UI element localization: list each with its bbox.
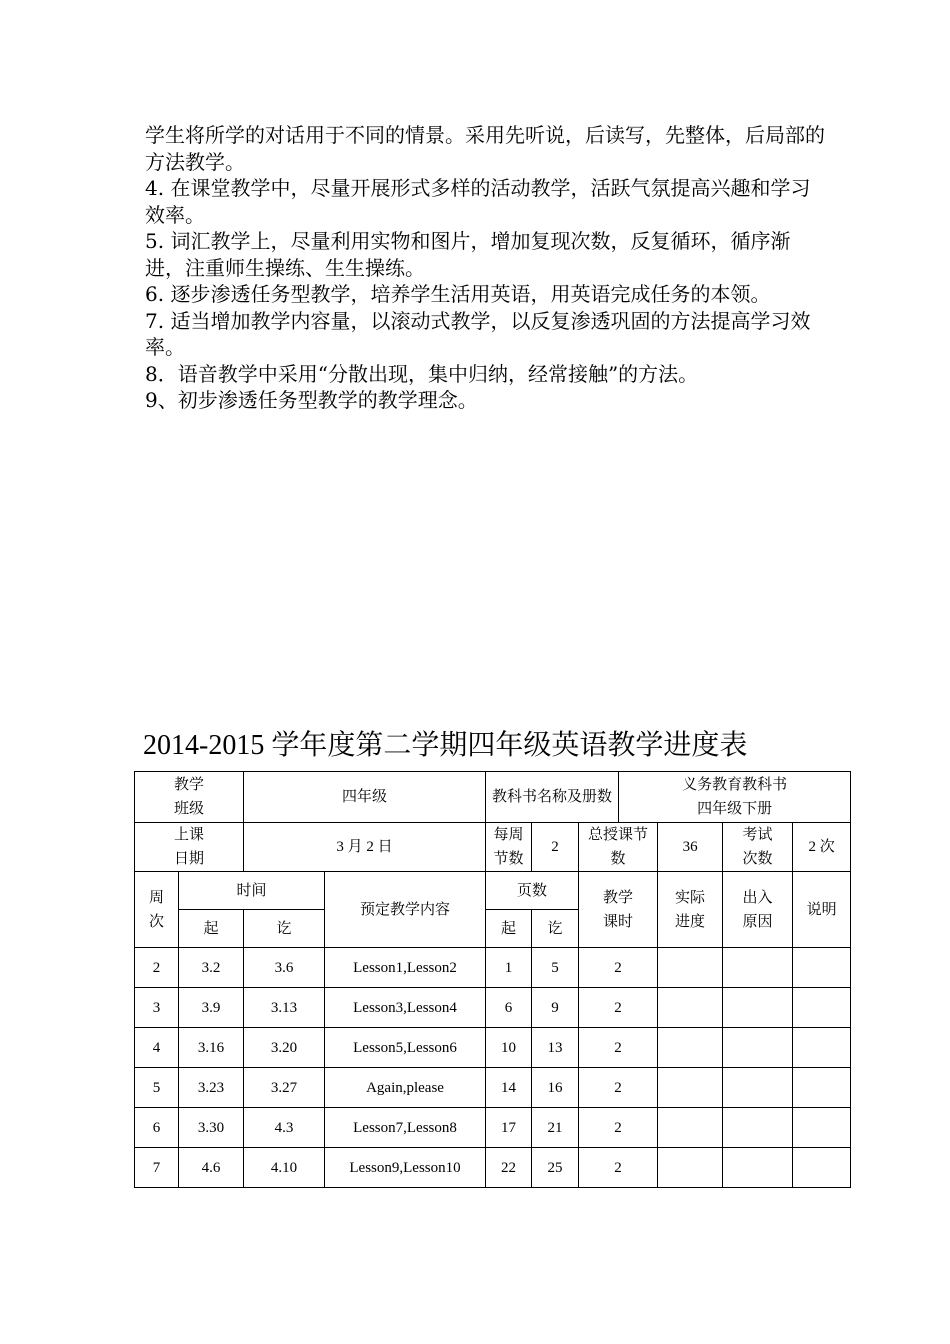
page-from-cell: 1 <box>486 948 532 988</box>
time-to-header: 讫 <box>244 910 325 948</box>
from-cell: 3.2 <box>179 948 244 988</box>
actual-cell <box>658 1068 723 1108</box>
page-from-cell: 6 <box>486 988 532 1028</box>
note-cell <box>793 948 851 988</box>
table-row <box>135 988 851 1028</box>
content-cell: Lesson1,Lesson2 <box>325 948 486 988</box>
week-cell: 7 <box>135 1148 179 1188</box>
total-count-label: 总授课节 数 <box>579 823 658 872</box>
note-cell <box>793 1028 851 1068</box>
reason-cell <box>723 1068 793 1108</box>
note-cell <box>793 1108 851 1148</box>
page-from-cell: 17 <box>486 1108 532 1148</box>
paragraph-item-7: 7. 适当增加教学内容量，以滚动式教学，以反复渗透巩固的方法提高学习效率。 <box>145 308 811 359</box>
page-to-cell: 13 <box>532 1028 579 1068</box>
reason-cell <box>723 988 793 1028</box>
table-row <box>135 1028 851 1068</box>
page-from-cell: 14 <box>486 1068 532 1108</box>
note-header: 说明 <box>793 872 851 948</box>
content-cell: Lesson5,Lesson6 <box>325 1028 486 1068</box>
info-row-2 <box>135 823 851 872</box>
content-cell: Lesson3,Lesson4 <box>325 988 486 1028</box>
to-cell: 4.3 <box>244 1108 325 1148</box>
actual-cell <box>658 948 723 988</box>
content-cell: Lesson9,Lesson10 <box>325 1148 486 1188</box>
week-header: 周 次 <box>135 872 179 948</box>
content-header: 预定教学内容 <box>325 872 486 948</box>
time-header: 时间 <box>179 872 325 910</box>
week-cell: 4 <box>135 1028 179 1068</box>
text-block <box>145 122 825 414</box>
page-from-header: 起 <box>486 910 532 948</box>
book-value: 义务教育教科书 四年级下册 <box>619 772 851 823</box>
class-value: 四年级 <box>244 772 486 823</box>
actual-cell <box>658 1028 723 1068</box>
reason-cell <box>723 1148 793 1188</box>
from-cell: 4.6 <box>179 1148 244 1188</box>
hours-cell: 2 <box>579 988 658 1028</box>
hours-cell: 2 <box>579 948 658 988</box>
exam-count-label: 考试 次数 <box>723 823 793 872</box>
to-cell: 3.27 <box>244 1068 325 1108</box>
week-cell: 5 <box>135 1068 179 1108</box>
reason-header: 出入 原因 <box>723 872 793 948</box>
from-cell: 3.30 <box>179 1108 244 1148</box>
paragraph-item-8: 8．语音教学中采用“分散出现，集中归纳，经常接触”的方法。 <box>145 361 699 386</box>
hours-cell: 2 <box>579 1068 658 1108</box>
weekly-count-label: 每周 节数 <box>486 823 532 872</box>
table-row <box>135 1068 851 1108</box>
content-cell: Again,please <box>325 1068 486 1108</box>
to-cell: 3.6 <box>244 948 325 988</box>
paragraph-item-4: 4. 在课堂教学中，尽量开展形式多样的活动教学，活跃气氛提高兴趣和学习效率。 <box>145 176 811 227</box>
hours-cell: 2 <box>579 1028 658 1068</box>
page-to-cell: 5 <box>532 948 579 988</box>
page-from-cell: 10 <box>486 1028 532 1068</box>
actual-cell <box>658 1108 723 1148</box>
start-date-value: 3 月 2 日 <box>244 823 486 872</box>
book-label: 教科书名称及册数 <box>492 789 613 805</box>
reason-cell <box>723 1028 793 1068</box>
table-row <box>135 1108 851 1148</box>
class-label: 教学 班级 <box>135 772 244 823</box>
total-count-value: 36 <box>658 823 723 872</box>
page-to-cell: 9 <box>532 988 579 1028</box>
reason-cell <box>723 1108 793 1148</box>
schedule-title: 2014-2015 学年度第二学期四年级英语教学进度表 <box>143 730 748 761</box>
time-from-header: 起 <box>179 910 244 948</box>
header-row-1 <box>135 872 851 910</box>
paragraph-item-6: 6. 逐步渗透任务型教学，培养学生活用英语，用英语完成任务的本领。 <box>145 282 771 306</box>
page-to-cell: 16 <box>532 1068 579 1108</box>
week-cell: 3 <box>135 988 179 1028</box>
page-to-cell: 25 <box>532 1148 579 1188</box>
paragraph-continuation: 学生将所学的对话用于不同的情景。采用先听说，后读写，先整体，后局部的方法教学。 <box>145 123 825 174</box>
note-cell <box>793 1148 851 1188</box>
info-row-1 <box>135 772 851 823</box>
actual-progress-header: 实际 进度 <box>658 872 723 948</box>
page-to-header: 讫 <box>532 910 579 948</box>
hours-header: 教学 课时 <box>579 872 658 948</box>
note-cell <box>793 988 851 1028</box>
to-cell: 3.13 <box>244 988 325 1028</box>
reason-cell <box>723 948 793 988</box>
hours-cell: 2 <box>579 1108 658 1148</box>
to-cell: 3.20 <box>244 1028 325 1068</box>
to-cell: 4.10 <box>244 1148 325 1188</box>
actual-cell <box>658 988 723 1028</box>
exam-count-value: 2 次 <box>793 823 851 872</box>
from-cell: 3.16 <box>179 1028 244 1068</box>
hours-cell: 2 <box>579 1148 658 1188</box>
table-row <box>135 948 851 988</box>
paragraph-item-9: 9、初步渗透任务型教学的教学理念。 <box>145 388 478 412</box>
start-date-label: 上课 日期 <box>135 823 244 872</box>
page-from-cell: 22 <box>486 1148 532 1188</box>
from-cell: 3.23 <box>179 1068 244 1108</box>
week-cell: 6 <box>135 1108 179 1148</box>
content-cell: Lesson7,Lesson8 <box>325 1108 486 1148</box>
page-to-cell: 21 <box>532 1108 579 1148</box>
week-cell: 2 <box>135 948 179 988</box>
book-label-cell <box>486 772 619 823</box>
pages-header: 页数 <box>486 872 579 910</box>
actual-cell <box>658 1148 723 1188</box>
schedule-table <box>134 771 851 1188</box>
table-row <box>135 1148 851 1188</box>
paragraph-item-5: 5. 词汇教学上，尽量利用实物和图片，增加复现次数，反复循环，循序渐进，注重师生操练、生生操练。 <box>145 229 791 280</box>
from-cell: 3.9 <box>179 988 244 1028</box>
note-cell <box>793 1068 851 1108</box>
weekly-count-value: 2 <box>532 823 579 872</box>
